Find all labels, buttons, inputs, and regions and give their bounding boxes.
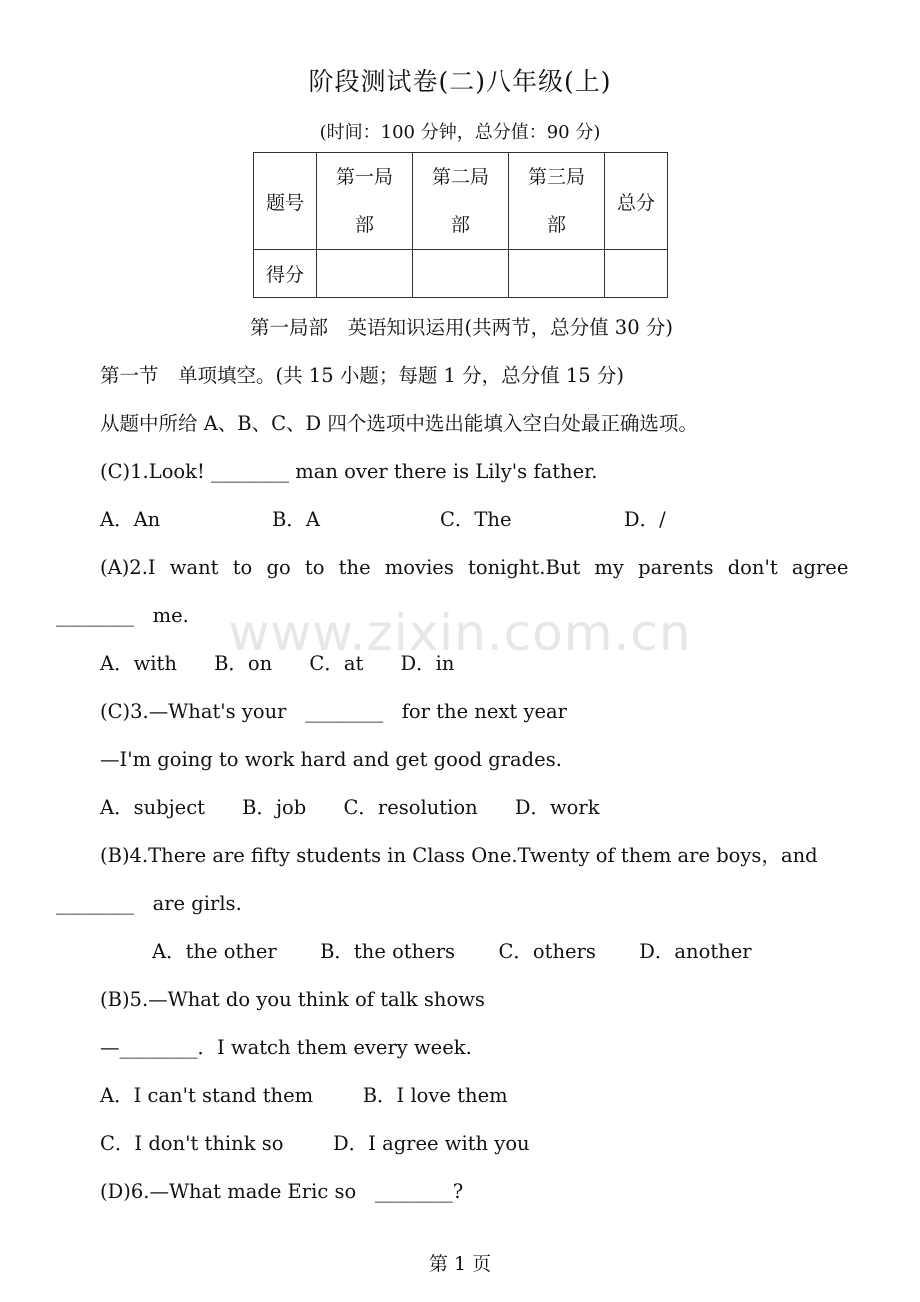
part-title: 第一局部 英语知识运用(共两节，总分值 30 分) bbox=[250, 316, 673, 339]
page-number: 第 1 页 bbox=[428, 1253, 492, 1275]
table-header-part3: 第三局 部 bbox=[509, 153, 605, 250]
question-2: (A)2.I want to go to the movies tonight.But my parents don't agree bbox=[100, 556, 849, 579]
score-cell[interactable] bbox=[605, 250, 668, 298]
q5-options-cd: C．I don't think so D．I agree with you bbox=[100, 1132, 530, 1155]
q3-options: A．subject B．job C．resolution D．work bbox=[100, 796, 600, 819]
q1-option-d: D．/ bbox=[624, 508, 666, 531]
q1-option-a: A．An bbox=[100, 508, 161, 531]
q4-options: A．the other B．the others C．others D．another bbox=[152, 940, 752, 963]
question-4-cont: ________ are girls. bbox=[56, 892, 242, 915]
page-title: 阶段测试卷(二)八年级(上) bbox=[308, 67, 612, 96]
score-cell[interactable] bbox=[509, 250, 605, 298]
score-cell[interactable] bbox=[317, 250, 413, 298]
table-header-part2: 第二局 部 bbox=[413, 153, 509, 250]
q2-options: A．with B．on C．at D．in bbox=[100, 652, 455, 675]
score-cell[interactable] bbox=[413, 250, 509, 298]
exam-info: (时间：100 分钟，总分值：90 分) bbox=[319, 122, 601, 143]
question-5-reply: —________．I watch them every week. bbox=[100, 1036, 472, 1059]
question-5: (B)5.—What do you think of talk shows bbox=[100, 988, 485, 1011]
q1-option-b: B．A bbox=[272, 508, 320, 531]
question-3-reply: —I'm going to work hard and get good grades. bbox=[100, 748, 562, 771]
question-4: (B)4.There are fifty students in Class One.Twenty of them are boys，and bbox=[100, 844, 818, 867]
subsection-title: 第一节 单项填空。(共 15 小题；每题 1 分，总分值 15 分) bbox=[100, 364, 624, 387]
q1-option-c: C．The bbox=[440, 508, 512, 531]
question-6: (D)6.—What made Eric so ________? bbox=[100, 1180, 464, 1203]
table-header-total: 总分 bbox=[605, 153, 668, 250]
table-row-score-label: 得分 bbox=[254, 250, 317, 298]
score-table bbox=[253, 152, 668, 298]
question-1: (C)1.Look! ________ man over there is Lily's father. bbox=[100, 460, 598, 483]
table-header-question-no: 题号 bbox=[254, 153, 317, 250]
instruction: 从题中所给 A、B、C、D 四个选项中选出能填入空白处最正确选项。 bbox=[100, 412, 698, 435]
question-2-cont: ________ me. bbox=[56, 604, 189, 627]
question-3: (C)3.—What's your ________ for the next year bbox=[100, 700, 567, 723]
table-header-part1: 第一局 部 bbox=[317, 153, 413, 250]
watermark: www.zixin.com.cn bbox=[228, 604, 692, 662]
q5-options-ab: A．I can't stand them B．I love them bbox=[100, 1084, 508, 1107]
